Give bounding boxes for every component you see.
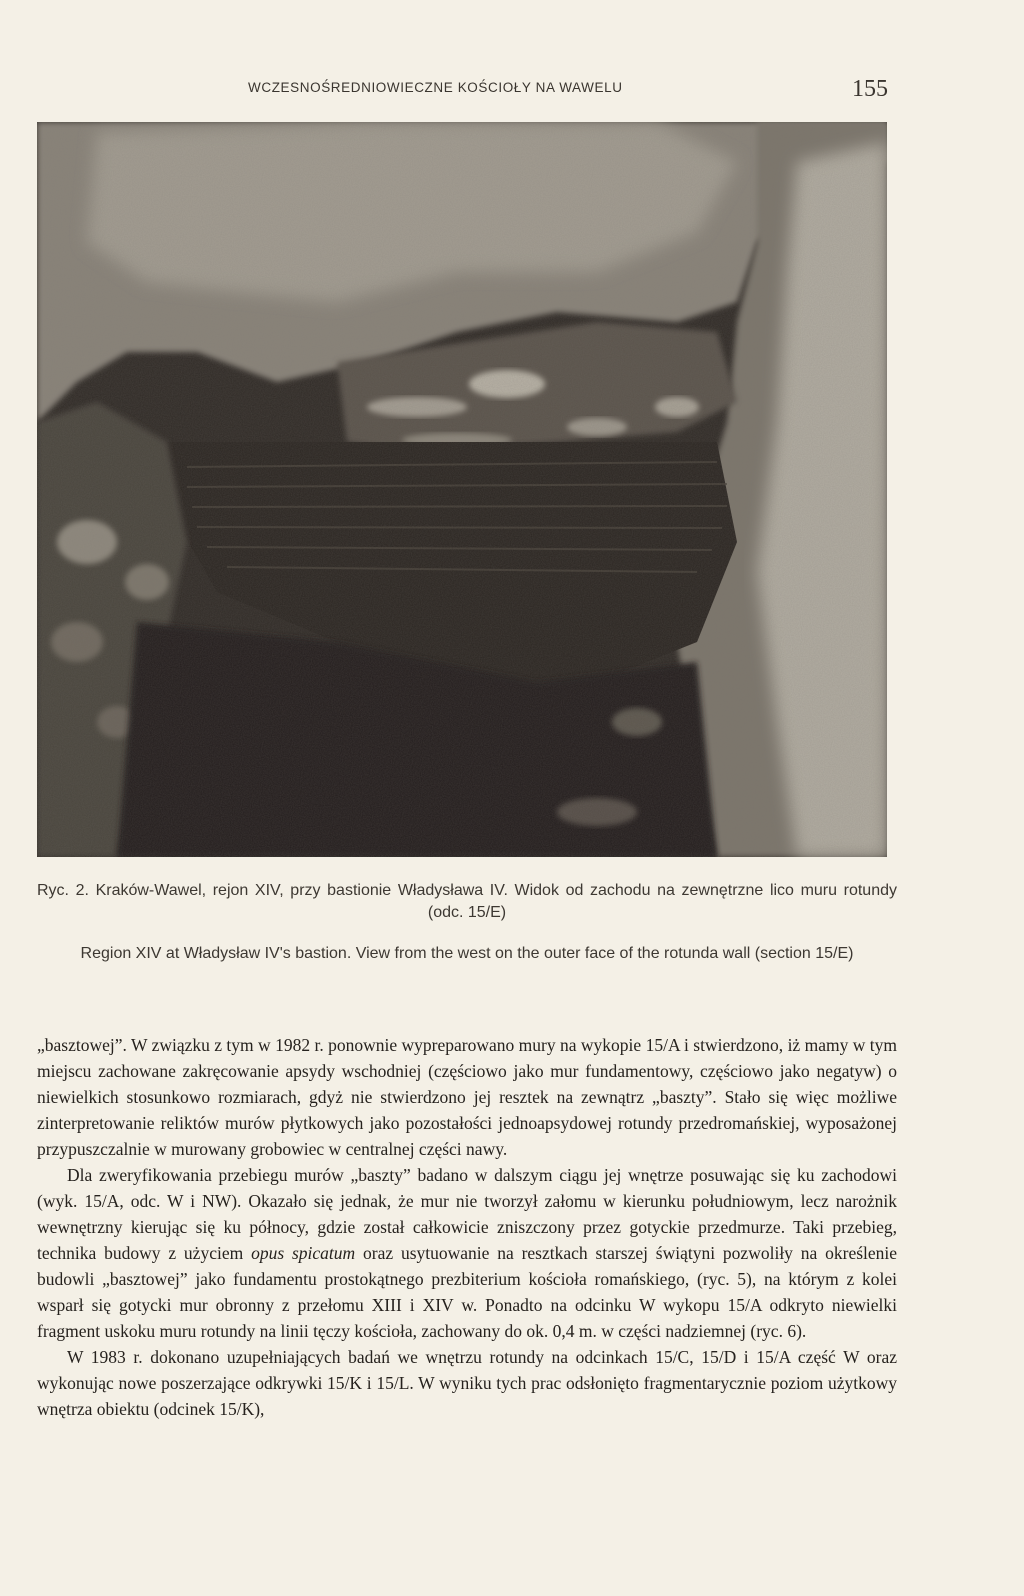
caption-polish: Ryc. 2. Kraków-Wawel, rejon XIV, przy bastionie Władysława IV. Widok od zachodu na zewnętrzne lico muru rotundy (odc. 15/E) [37,882,897,921]
excavation-photo [37,122,887,857]
caption-english: Region XIV at Władysław IV's bastion. View from the west on the outer face of the rotunda wall (section 15/E) [80,945,854,962]
paragraph-text: Dla zweryfikowania przebiegu murów „baszty” badano w dalszym ciągu jej wnętrze posuwając się ku zachodowi (wyk. 15/A, odc. W i NW). Okazało się jednak, że mur nie tworzył załomu w kierunku południowym, lecz narożnik wewnętrzny kierując się ku północy, gdzie został całkowicie zniszczony przez gotyckie przedmurze. Taki przebieg, technika budowy z użyciem [37,1165,897,1263]
body-text [37,1032,897,1422]
italic-term: opus spicatum [251,1243,356,1263]
photo-grain [37,122,887,857]
running-head [0,76,1024,100]
paragraph: „basztowej”. W związku z tym w 1982 r. ponownie wypreparowano mury na wykopie 15/A i stwierdzono, iż mamy w tym miejscu zachowane zakręcowanie apsydy wschodniej (częściowo jako mur fundamentowy, częściowo jako negatyw) o niewielkich stosunkowo rozmiarach, gdyż nie stwierdzono jej resztek na zewnątrz „baszty”. Stało się więc możliwe zinterpretowanie reliktów murów płytkowych jako pozostałości jednoapsydowej rotundy przedromańskiej, wyposażonej przypuszczalnie w murowany grobowiec w centralnej części nawy. [37,1035,897,1159]
page-number: 155 [852,76,888,102]
running-title: WCZESNOŚREDNIOWIECZNE KOŚCIOŁY NA WAWELU [248,80,623,95]
paragraph [37,1162,897,1344]
paragraph: W 1983 r. dokonano uzupełniających badań we wnętrzu rotundy na odcinkach 15/C, 15/D i 15/A część W oraz wykonując nowe poszerzające odkrywki 15/K i 15/L. W wyniku tych prac odsłonięto fragmentarycznie poziom użytkowy wnętrza obiektu (odcinek 15/K), [37,1347,897,1419]
paragraph-text: oraz usytuowanie na resztkach starszej świątyni pozwoliły na określenie budowli „basztowej” jako fundamentu prostokątnego prezbiterium kościoła romańskiego, (ryc. 5), na którym z kolei wsparł się gotycki mur obronny z przełomu XIII i XIV w. Ponadto na odcinku W wykopu 15/A odkryto niewielki fragment uskoku muru rotundy na linii tęczy kościoła, zachowany do ok. 0,4 m. w części nadziemnej (ryc. 6). [37,1243,898,1341]
